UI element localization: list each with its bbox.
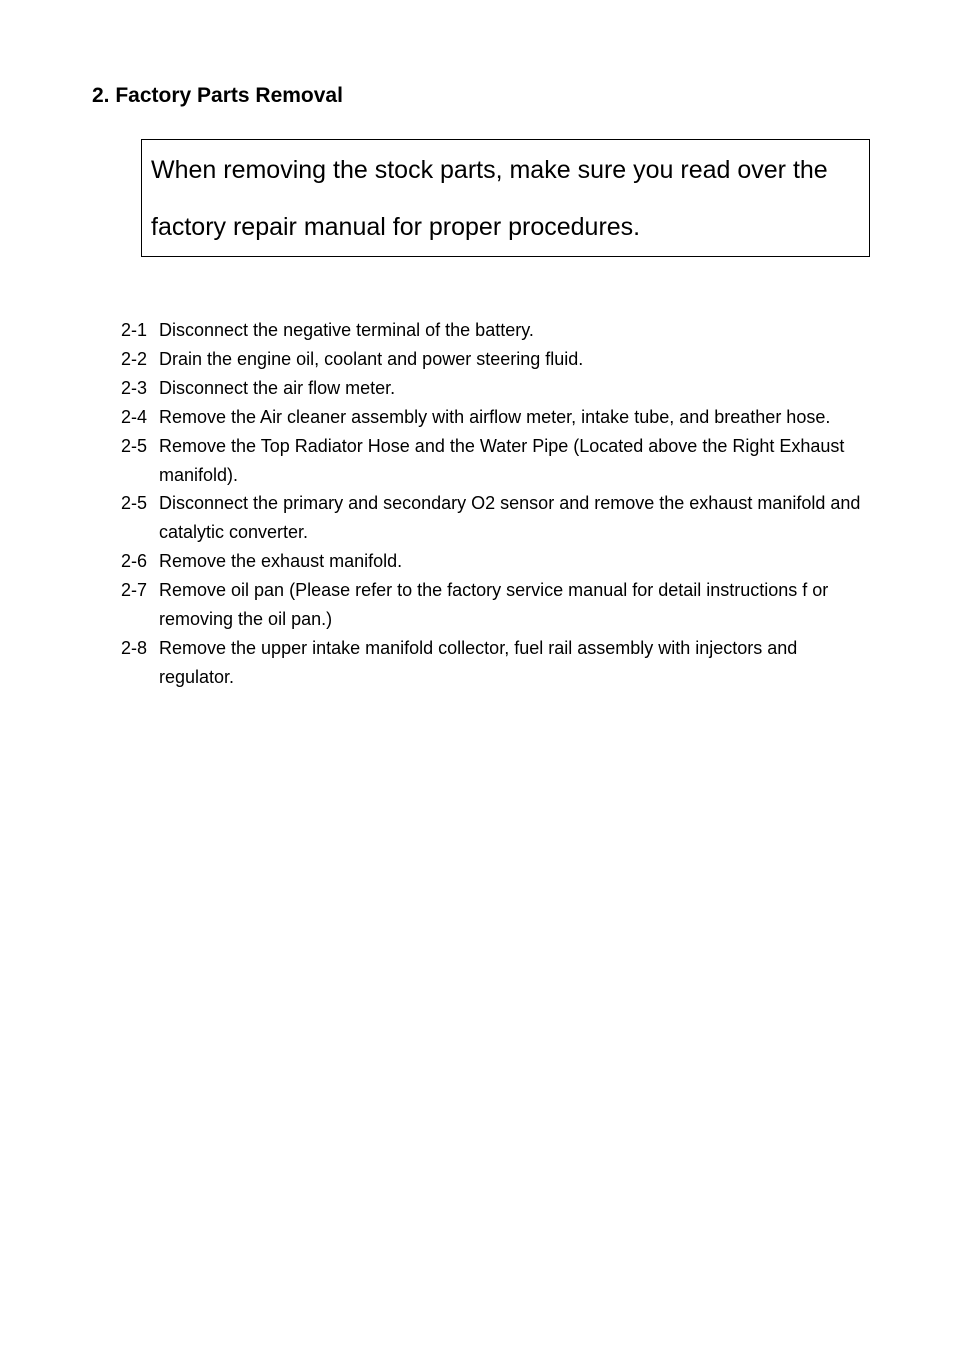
step-number: 2-7 (121, 580, 148, 601)
step-text: Remove the Air cleaner assembly with airflow meter, intake tube, and breather hose. (159, 406, 831, 427)
list-item (121, 316, 861, 345)
notice-text-line-1: When removing the stock parts, make sure you read over the (151, 156, 828, 184)
step-text: Remove the upper intake manifold collector, fuel rail assembly with injectors and regulator. (159, 637, 798, 687)
step-text: Disconnect the air flow meter. (159, 377, 396, 398)
step-number: 2-6 (121, 551, 148, 572)
step-number: 2-5 (121, 493, 148, 514)
step-number: 2-2 (121, 348, 148, 369)
step-number: 2-3 (121, 377, 148, 398)
step-number: 2-8 (121, 637, 148, 658)
step-text: Remove the exhaust manifold. (159, 551, 403, 572)
notice-box (141, 139, 870, 257)
step-text: Remove oil pan (Please refer to the factory service manual for detail instructions f or removing the oil pan.) (159, 580, 829, 630)
list-item (121, 403, 861, 432)
section-heading: 2. Factory Parts Removal (92, 84, 343, 107)
list-item (121, 345, 861, 374)
step-text: Disconnect the primary and secondary O2 sensor and remove the exhaust manifold and catalytic converter. (159, 493, 861, 543)
step-number: 2-5 (121, 435, 148, 456)
list-item (121, 374, 861, 403)
list-item (121, 576, 861, 634)
step-text: Disconnect the negative terminal of the battery. (159, 320, 534, 340)
step-text: Drain the engine oil, coolant and power steering fluid. (159, 348, 584, 369)
list-item (121, 634, 861, 692)
notice-text-line-2: factory repair manual for proper procedures. (151, 213, 641, 241)
step-text: Remove the Top Radiator Hose and the Water Pipe (Located above the Right Exhaust manifold). (159, 435, 845, 485)
list-item (121, 489, 861, 547)
removal-steps-list (121, 316, 861, 692)
list-item (121, 547, 861, 576)
step-number: 2-4 (121, 406, 148, 427)
list-item (121, 432, 861, 490)
step-number: 2-1 (121, 320, 148, 340)
